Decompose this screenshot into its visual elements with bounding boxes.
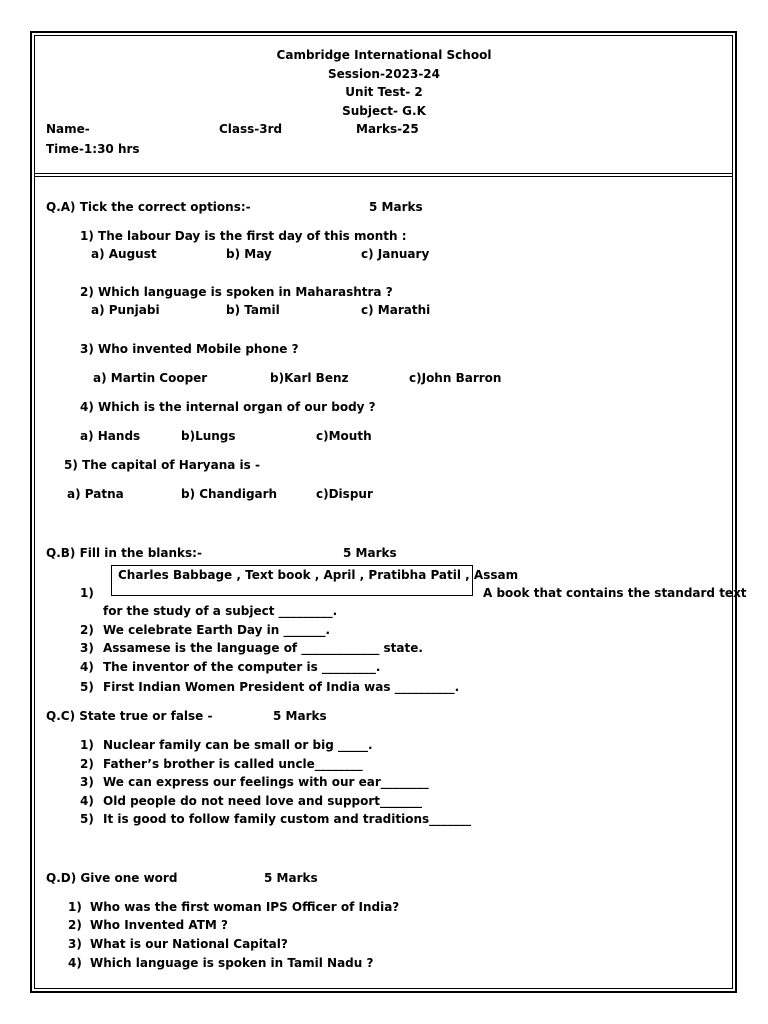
qa-question-5: 5) The capital of Haryana is -: [64, 458, 260, 472]
session: Session-2023-24: [327, 67, 441, 81]
marks-label: Marks-25: [356, 122, 419, 136]
qa-q1-option-b: b) May: [226, 247, 272, 261]
qc-number-2: 2): [80, 757, 94, 771]
qc-number-3: 3): [80, 775, 94, 789]
qa-question-4: 4) Which is the internal organ of our body ?: [80, 400, 376, 414]
qb-question-2: We celebrate Earth Day in _______.: [103, 623, 331, 637]
qa-q5-option-a: a) Patna: [67, 487, 124, 501]
qa-q1-option-a: a) August: [91, 247, 157, 261]
time-label: Time-1:30 hrs: [46, 142, 140, 156]
qa-q3-option-c: c)John Barron: [409, 371, 502, 385]
qa-q1-option-c: c) January: [361, 247, 430, 261]
qc-title: Q.C) State true or false -: [46, 709, 213, 723]
school-name: Cambridge International School: [276, 48, 492, 62]
qd-title: Q.D) Give one word: [46, 871, 178, 885]
qd-question-1: Who was the first woman IPS Officer of India?: [90, 900, 400, 914]
word-bank-text: Charles Babbage , Text book , April , Pratibha Patil , Assam: [118, 568, 519, 582]
unit-test: Unit Test- 2: [345, 85, 423, 99]
qa-q3-option-b: b)Karl Benz: [270, 371, 349, 385]
qb-number-1: 1): [80, 586, 94, 600]
qa-marks: 5 Marks: [369, 200, 423, 214]
qc-number-5: 5): [80, 812, 94, 826]
qa-q2-option-b: b) Tamil: [226, 303, 280, 317]
qa-q5-option-c: c)Dispur: [316, 487, 373, 501]
qc-question-2: Father’s brother is called uncle________: [103, 757, 363, 771]
qb-marks: 5 Marks: [343, 546, 397, 560]
qb-number-5: 5): [80, 680, 94, 694]
qc-question-5: It is good to follow family custom and traditions_______: [103, 812, 472, 826]
qb-number-4: 4): [80, 660, 94, 674]
qc-question-4: Old people do not need love and support_______: [103, 794, 423, 808]
qa-q4-option-a: a) Hands: [80, 429, 141, 443]
qb-question-5: First Indian Women President of India was __________.: [103, 680, 460, 694]
qc-number-4: 4): [80, 794, 94, 808]
qa-q2-option-c: c) Marathi: [361, 303, 431, 317]
qd-number-3: 3): [68, 937, 82, 951]
qd-number-2: 2): [68, 918, 82, 932]
qb-question-4: The inventor of the computer is _________.: [103, 660, 381, 674]
header-divider-double: [34, 176, 733, 177]
qd-question-4: Which language is spoken in Tamil Nadu ?: [90, 956, 374, 970]
qa-q5-option-b: b) Chandigarh: [181, 487, 278, 501]
qd-question-3: What is our National Capital?: [90, 937, 288, 951]
qa-q4-option-c: c)Mouth: [316, 429, 372, 443]
qc-number-1: 1): [80, 738, 94, 752]
qb-question-3: Assamese is the language of _____________ state.: [103, 641, 423, 655]
page-border-inner: [34, 35, 733, 989]
qa-q4-option-b: b)Lungs: [181, 429, 236, 443]
qa-question-2: 2) Which language is spoken in Maharashtra ?: [80, 285, 393, 299]
qa-question-1: 1) The labour Day is the first day of this month :: [80, 229, 407, 243]
qb-question-1-continued: for the study of a subject _________.: [103, 604, 338, 618]
qc-question-1: Nuclear family can be small or big _____.: [103, 738, 373, 752]
header-divider: [34, 173, 733, 174]
qd-number-1: 1): [68, 900, 82, 914]
qa-q3-option-a: a) Martin Cooper: [93, 371, 208, 385]
name-label: Name-: [46, 122, 90, 136]
qa-q2-option-a: a) Punjabi: [91, 303, 160, 317]
qb-number-2: 2): [80, 623, 94, 637]
qc-marks: 5 Marks: [273, 709, 327, 723]
qb-question-1: A book that contains the standard text: [483, 586, 747, 600]
qa-title: Q.A) Tick the correct options:-: [46, 200, 251, 214]
qc-question-3: We can express our feelings with our ear________: [103, 775, 429, 789]
class-label: Class-3rd: [219, 122, 283, 136]
qd-marks: 5 Marks: [264, 871, 318, 885]
qb-title: Q.B) Fill in the blanks:-: [46, 546, 202, 560]
qb-number-3: 3): [80, 641, 94, 655]
subject: Subject- G.K: [342, 104, 426, 118]
qd-number-4: 4): [68, 956, 82, 970]
qd-question-2: Who Invented ATM ?: [90, 918, 228, 932]
qa-question-3: 3) Who invented Mobile phone ?: [80, 342, 299, 356]
